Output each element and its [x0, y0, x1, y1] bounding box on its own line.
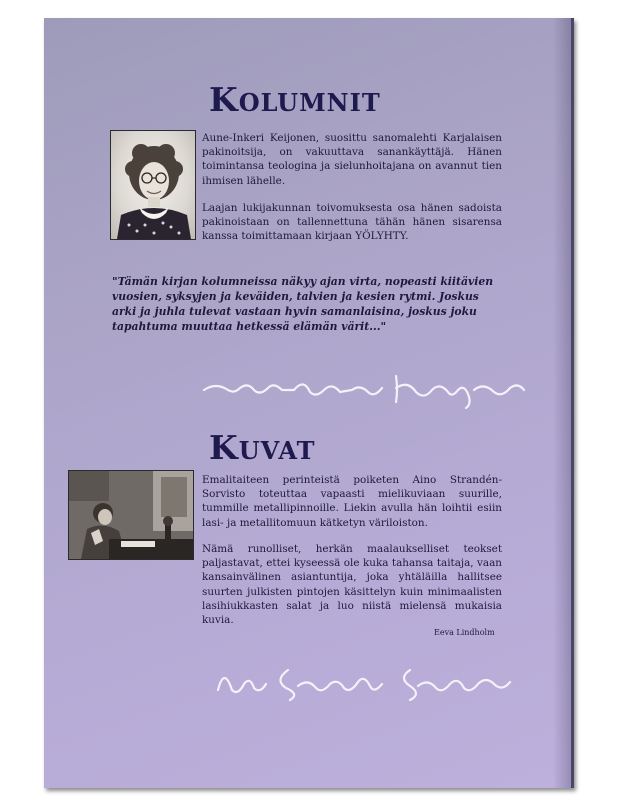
workshop-illustration — [69, 471, 193, 559]
kuvat-paragraph-1: Emalitaiteen perinteistä poiketen Aino Strandén-Sorvisto toteuttaa vapaasti mielikuviaan suurille, tummille metallipinnoille. Liekin avulla hän loihtii esiin lasi- ja metallitomuun kätketyn väriloiston. — [202, 474, 502, 529]
kolumnit-paragraph-2: Laajan lukijakunnan toivomuksesta osa hänen sadoista pakinoistaan on tallennettuna tähän hänen sisarensa kanssa toimittamaan kirjaan YÖLYHTY. — [202, 202, 502, 243]
portrait-illustration — [111, 131, 195, 239]
book-back-cover — [44, 18, 574, 788]
heading-kolumnit: KOLUMNIT — [209, 80, 381, 119]
signature-aune-inkeri-keijonen — [202, 368, 528, 408]
cover-edge-shadow — [553, 18, 571, 788]
text-credit: Eeva Lindholm — [434, 628, 495, 637]
kuvat-paragraph-2: Nämä runolliset, herkän maalaukselliset teokset paljastavat, ettei kyseessä ole kuka tahansa taitaja, vaan kansainvälinen asiantuntija, joka yhtäläilla hallitsee suurten julkisten pintojen käsittelyn kuin minimaalisten lasihiukkasten salat ja luo niistä mielensä mukaisia kuvia. — [202, 543, 502, 627]
portrait-photo — [110, 130, 196, 240]
signature-aino-stranden-sorvisto — [214, 660, 514, 702]
workshop-photo — [68, 470, 194, 560]
author-quote: "Tämän kirjan kolumneissa näkyy ajan virta, nopeasti kiitävien vuosien, syksyjen ja keväiden, talvien ja kesien rytmi. Joskus arki ja juhla tulevat vastaan hyvin samanlaisina, joskus joku tapahtuma muuttaa hetkessä elämän värit..." — [112, 275, 494, 333]
heading-kuvat: KUVAT — [209, 428, 316, 467]
kolumnit-paragraph-1: Aune-Inkeri Keijonen, suosittu sanomalehti Karjalaisen pakinoitsija, on vakuuttava sanankäyttäjä. Hänen toimintansa teologina ja sielunhoitajana on avannut tien ihmisen lähelle. — [202, 132, 502, 187]
